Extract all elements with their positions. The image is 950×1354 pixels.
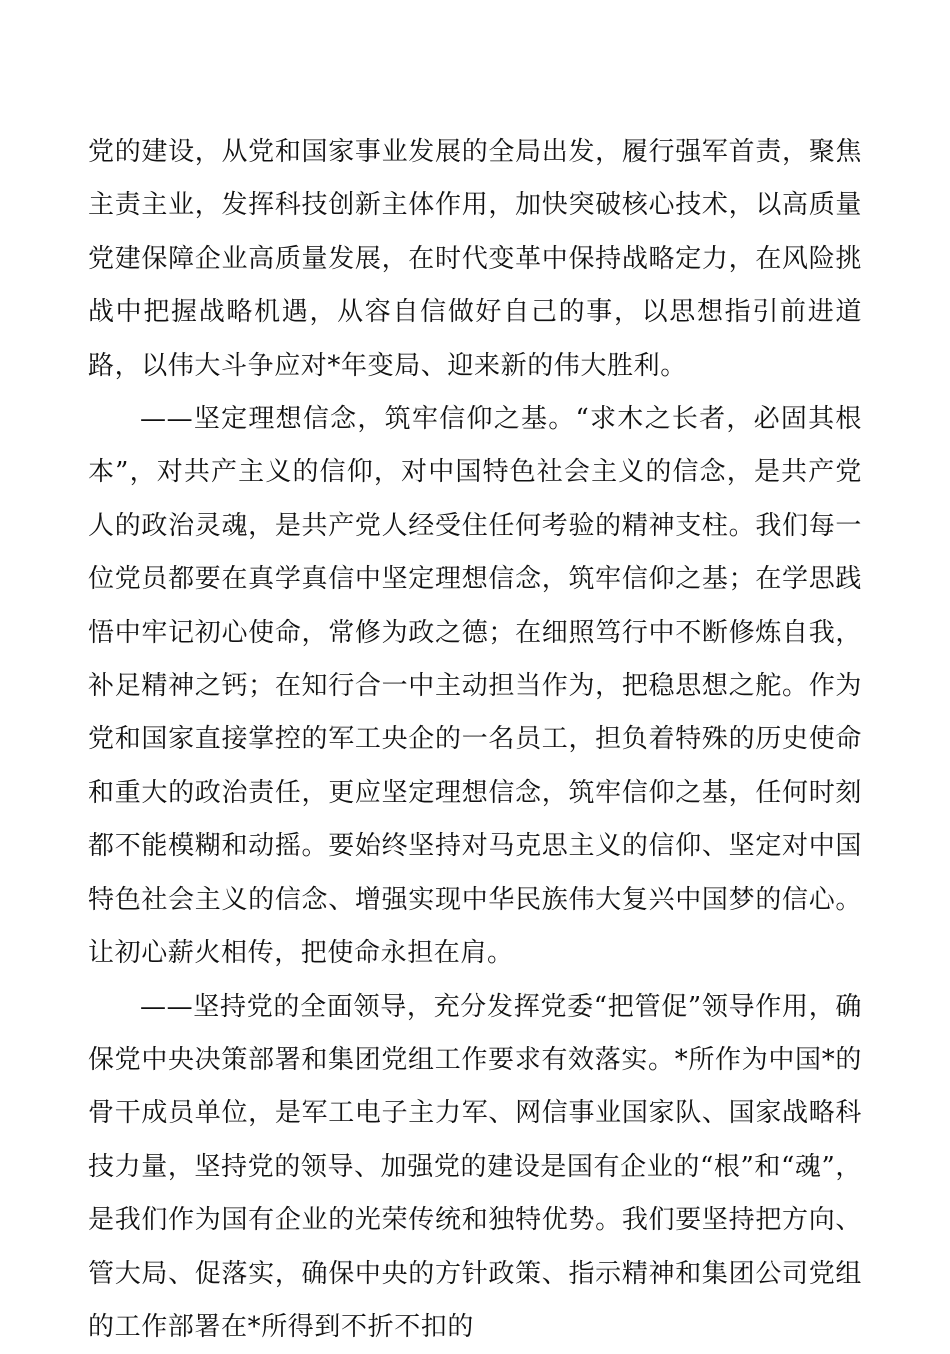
paragraph-3: ——坚持党的全面领导，充分发挥党委“把管促”领导作用，确保党中央决策部署和集团党组工作要求有效落实。*所作为中国*的骨干成员单位，是军工电子主力军、网信事业国家队、国家战略科技力量，坚持党的领导、加强党的建设是国有企业的“根”和“魂”，是我们作为国有企业的光荣传统和独特优势。我们要坚持把方向、管大局、促落实，确保中央的方针政策、指示精神和集团公司党组的工作部署在*所得到不折不扣的 [88, 981, 862, 1354]
paragraph-1: 党的建设，从党和国家事业发展的全局出发，履行强军首责，聚焦主责主业，发挥科技创新主体作用，加快突破核心技术，以高质量党建保障企业高质量发展，在时代变革中保持战略定力，在风险挑战中把握战略机遇，从容自信做好自己的事，以思想指引前进道路，以伟大斗争应对*年变局、迎来新的伟大胜利。 [88, 126, 862, 393]
paragraph-2: ——坚定理想信念，筑牢信仰之基。“求木之长者，必固其根本”，对共产主义的信仰，对中国特色社会主义的信念，是共产党人的政治灵魂，是共产党人经受住任何考验的精神支柱。我们每一位党员都要在真学真信中坚定理想信念，筑牢信仰之基；在学思践悟中牢记初心使命，常修为政之德；在细照笃行中不断修炼自我，补足精神之钙；在知行合一中主动担当作为，把稳思想之舵。作为党和国家直接掌控的军工央企的一名员工，担负着特殊的历史使命和重大的政治责任，更应坚定理想信念，筑牢信仰之基，任何时刻都不能模糊和动摇。要始终坚持对马克思主义的信仰、坚定对中国特色社会主义的信念、增强实现中华民族伟大复兴中国梦的信心。让初心薪火相传，把使命永担在肩。 [88, 393, 862, 980]
document-body [88, 126, 862, 1354]
